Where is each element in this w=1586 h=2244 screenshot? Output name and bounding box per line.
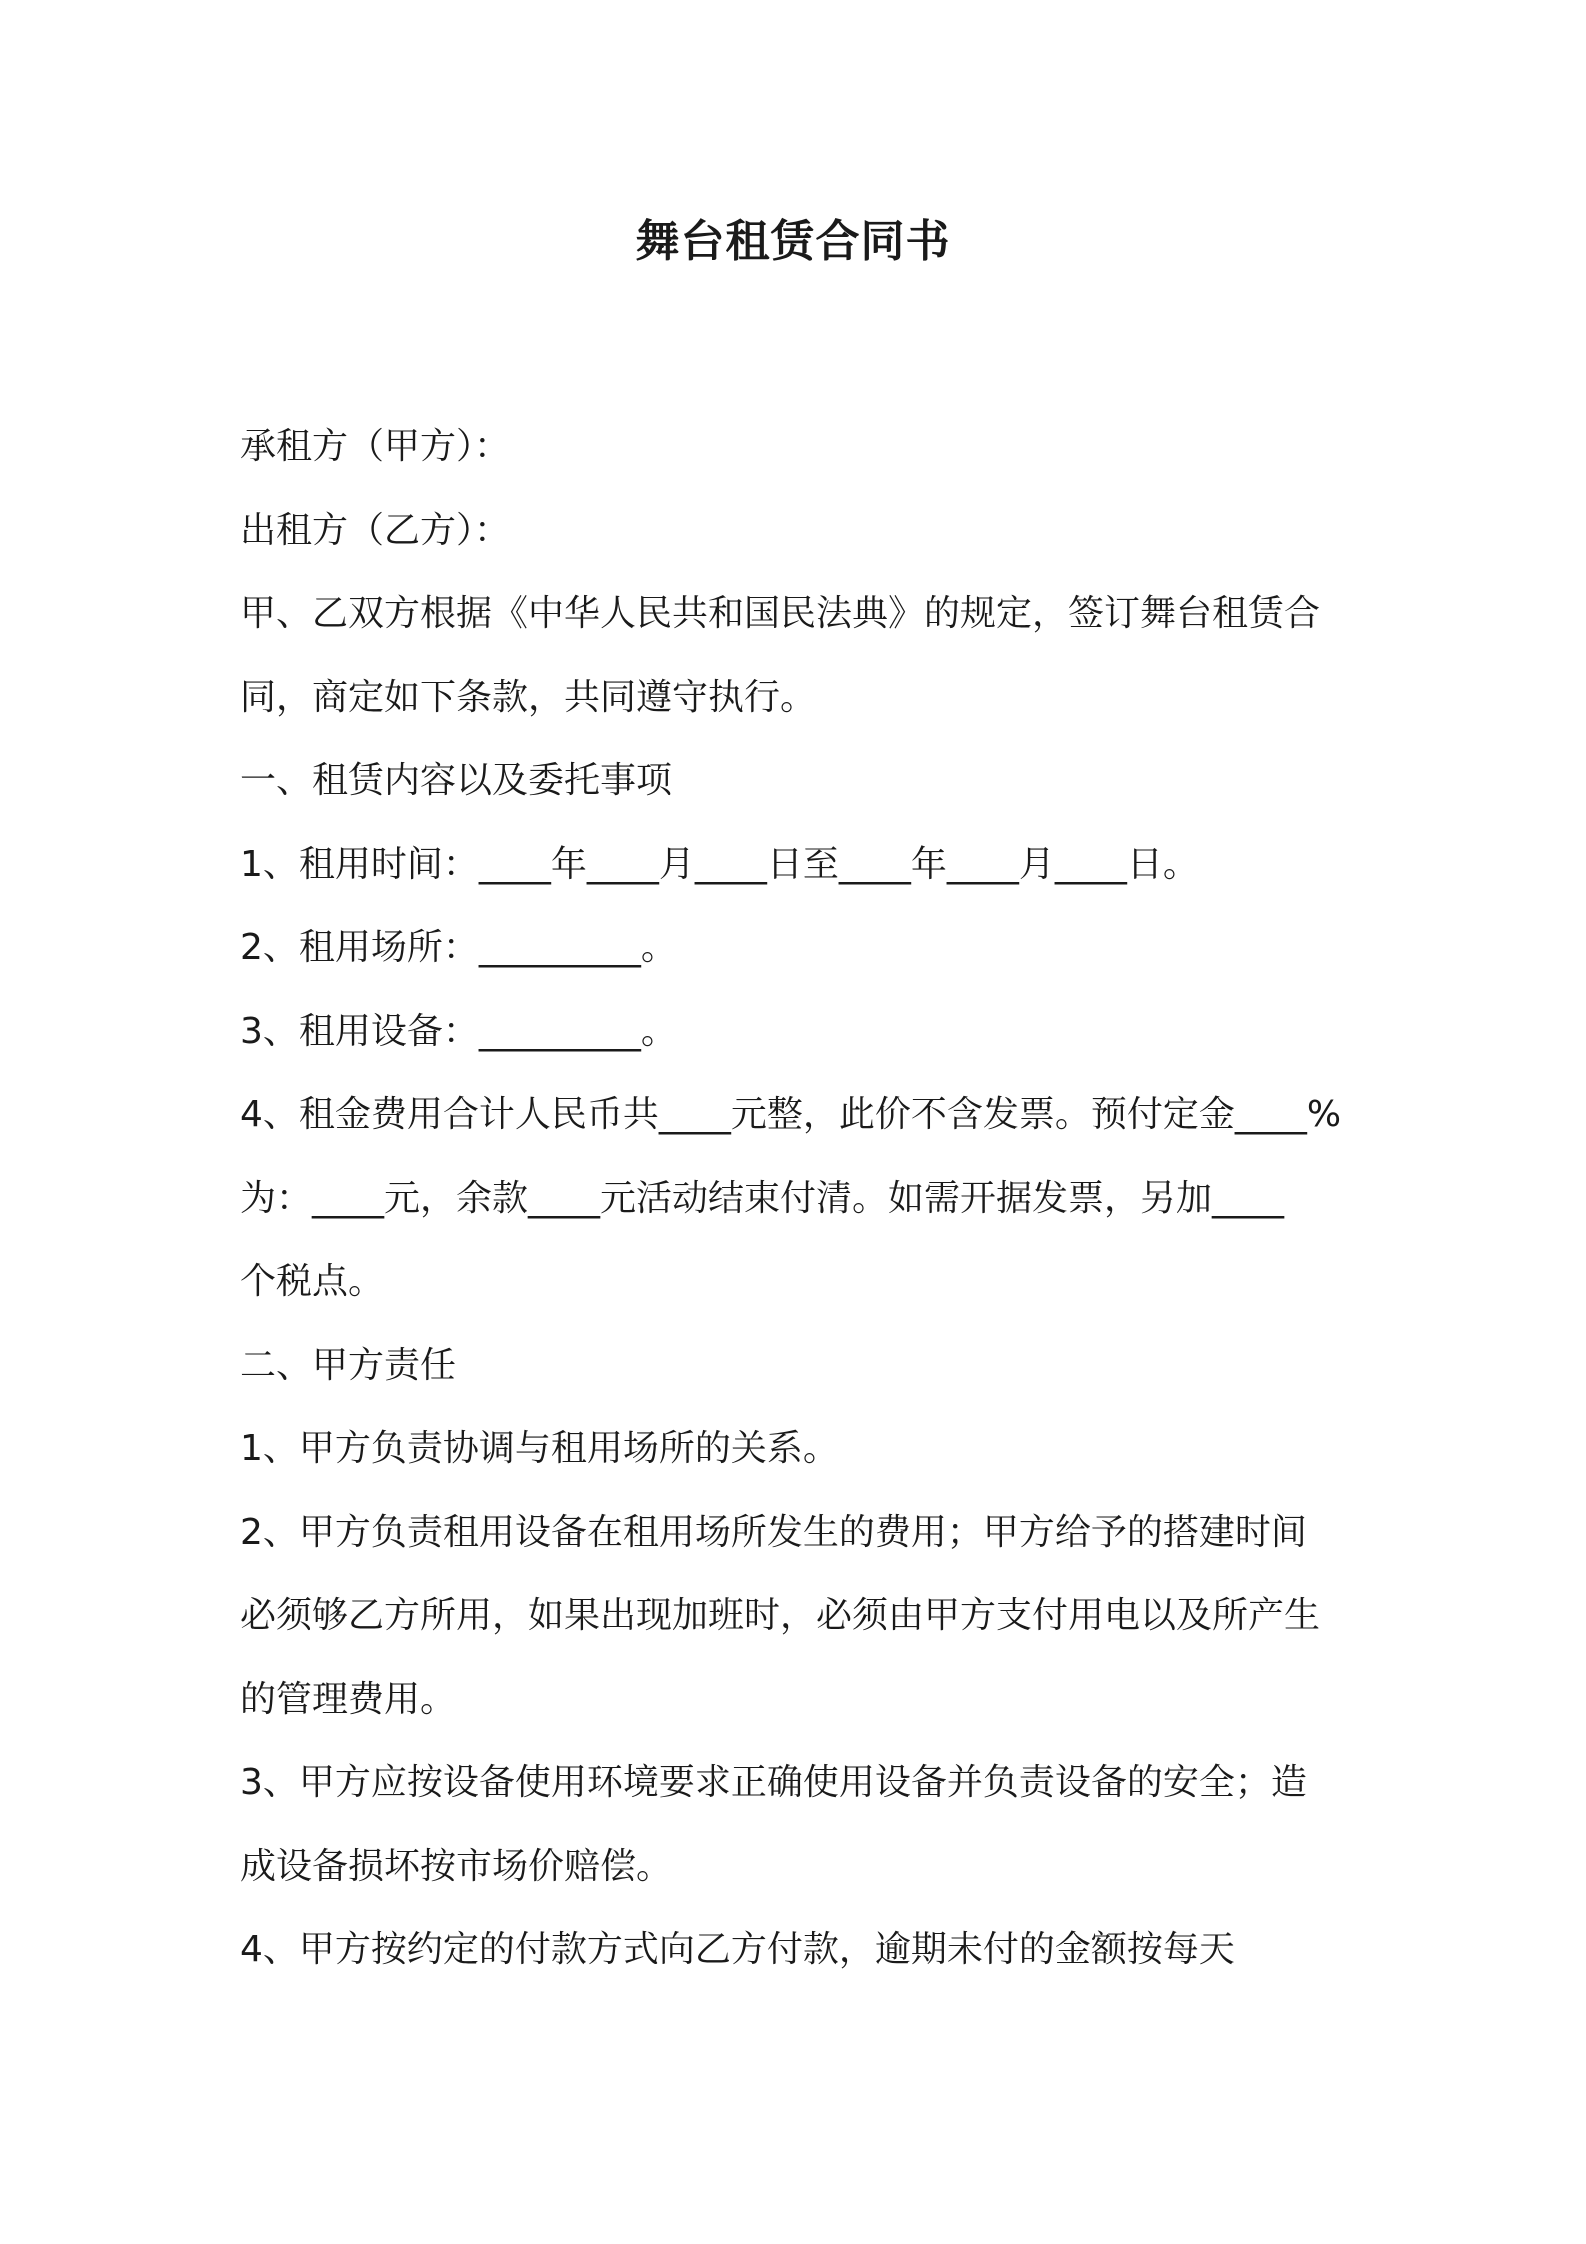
clause-line: 成设备损坏按市场价赔偿。 [240,1845,673,1887]
clause-line: 个税点。 [240,1261,385,1302]
party-a-line: 承租方（甲方）： [240,426,511,467]
clause-line: 1、甲方负责协调与租用场所的关系。 [240,1428,839,1469]
clause-line: 3、租用设备：_________。 [240,1010,677,1052]
section-heading: 一、租赁内容以及委托事项 [240,760,673,801]
document-title: 舞台租赁合同书 [635,216,951,267]
preamble-line: 同，商定如下条款，共同遵守执行。 [240,676,817,718]
clause-line: 1、租用时间：____年____月____日至____年____月____日。 [240,843,1199,885]
clause-line: 4、租金费用合计人民币共____元整，此价不含发票。预付定金____% [240,1094,1342,1135]
clause-line: 为：____元，余款____元活动结束付清。如需开据发票，另加____ [240,1177,1285,1219]
clause-line: 4、甲方按约定的付款方式向乙方付款，逾期未付的金额按每天 [240,1929,1235,1970]
clause-line: 3、甲方应按设备使用环境要求正确使用设备并负责设备的安全；造 [240,1762,1307,1803]
clause-line: 2、甲方负责租用设备在租用场所发生的费用；甲方给予的搭建时间 [240,1511,1307,1553]
clause-line: 2、租用场所：_________。 [240,927,677,968]
clause-line: 必须够乙方所用，如果出现加班时，必须由甲方支付用电以及所产生 [240,1595,1321,1636]
clause-line: 的管理费用。 [240,1678,457,1720]
preamble-line: 甲、乙双方根据《中华人民共和国民法典》的规定，签订舞台租赁合 [240,593,1321,634]
document-body [240,405,1360,1992]
party-b-line: 出租方（乙方）： [240,509,511,551]
section-heading: 二、甲方责任 [240,1344,457,1386]
